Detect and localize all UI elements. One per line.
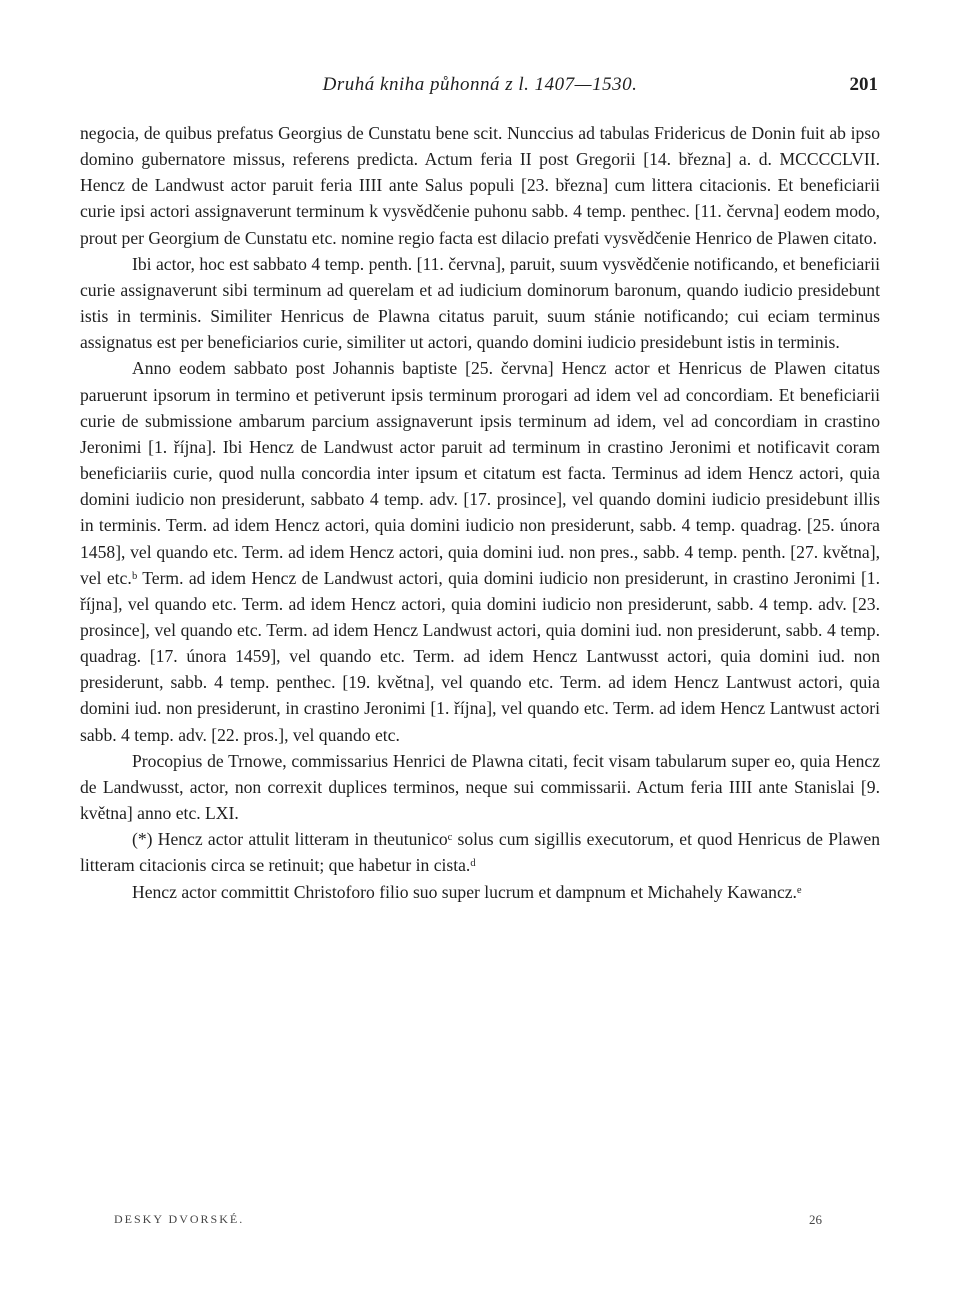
paragraph: Hencz actor committit Christoforo filio suo super lucrum et dampnum et Michahely Kawancz.ᵉ — [132, 881, 802, 902]
printer-signature: DESKY DVORSKÉ. — [114, 1212, 245, 1226]
body-text — [80, 120, 880, 905]
page-number: 201 — [849, 74, 878, 95]
page-footer — [80, 1212, 880, 1232]
page-header — [80, 74, 880, 102]
running-title: Druhá kniha půhonná z l. 1407—1530. — [322, 74, 638, 95]
paragraph: Procopius de Trnowe, commissarius Henrici de Plawna citati, fecit visam tabularum super eo, quia Hencz de Landwusst, actor, non correxit duplices terminos, neque sui commissarii. Actum feria IIII ante Stanislai [9. května] anno etc. LXI. — [80, 750, 880, 824]
paragraph: negocia, de quibus prefatus Georgius de Cunstatu bene scit. Nunccius ad tabulas Fridericus de Donin fuit ab ipso domino gubernatore missus, referens predicta. Actum feria II post Gregorii [14. března] a. d. MCCCCLVII. Hencz de Landwust actor paruit feria IIII ante Salus populi [23. března] cum littera citacionis. Et beneficiarii curie ipsi actori assignaverunt terminum k vysvědčenie puhonu sabb. 4 temp. penthec. [11. června] eodem modo, prout per Georgium de Cunstatu etc. nomine regio facta est dilacio prefati vysvědčenie Henrico de Plawen citato. — [80, 123, 880, 248]
paragraph: (*) Hencz actor attulit litteram in theutunicoᶜ solus cum sigillis executorum, et quod Henricus de Plawen litteram citacionis circa se retinuit; que habetur in cista.ᵈ — [80, 829, 880, 876]
paragraph: Ibi actor, hoc est sabbato 4 temp. penth. [11. června], paruit, suum vysvědčenie notificando, et beneficiarii curie assignaverunt sibi terminum ad querelam et ad iudicium dominorum baronum, quando iudicio presidebunt istis in terminis. Similiter Henricus de Plawna citatus paruit, suum stánie notificando; cui eciam terminus assignatus est per beneficiarios curie, similiter ut actori, quando domini iudicio presidebunt istis in terminis. — [80, 253, 880, 353]
sheet-number: 26 — [809, 1212, 822, 1227]
paragraph: Anno eodem sabbato post Johannis baptiste [25. června] Hencz actor et Henricus de Plawen citatus paruerunt ipsorum in termino et petiverunt ipsis terminum prorogari ad idem vel ad concordiam. Et beneficiarii curie de submissione ambarum parcium assignaverunt ipsis terminum ad idem, vel ad concordiam in crastino Jeronimi [1. října]. Ibi Hencz de Landwust actor paruit ad terminum in crastino Jeronimi et notificavit coram beneficiariis curie, quod nulla concordia inter ipsum et citatum est facta. Terminus ad idem Hencz actori, quia domini iudicio non presiderunt, sabbato 4 temp. adv. [17. prosince], vel quando domini iudicio presidebunt illis in terminis. Term. ad idem Hencz actori, quia domini iudicio non presiderunt, sabb. 4 temp. quadrag. [25. února 1458], vel quando etc. Term. ad idem Hencz actori, quia domini iud. non pres., sabb. 4 temp. penth. [27. května], vel etc.ᵇ Term. ad idem Hencz de Landwust actori, quia domini iudicio non presiderunt, in crastino Jeronimi [1. října], vel quando etc. Term. ad idem Hencz actori, quia domini iudicio non presiderunt, sabb. 4 temp. adv. [23. prosince], vel quando etc. Term. ad idem Hencz Landwust actori, quia domini iud. non presiderunt, sabb. 4 temp. quadrag. [17. února 1459], vel quando etc. Term. ad idem Hencz Lantwusst actori, quia domini iud. non presiderunt, sabb. 4 temp. penthec. [19. května], vel quando etc. Term. ad idem Hencz Lantwust actori, quia domini iud. non presiderunt, in crastino Jeronimi [1. října], vel quando etc. Term. ad idem Hencz Lantwust actori sabb. 4 temp. adv. [22. pros.], vel quando etc. — [80, 358, 880, 745]
